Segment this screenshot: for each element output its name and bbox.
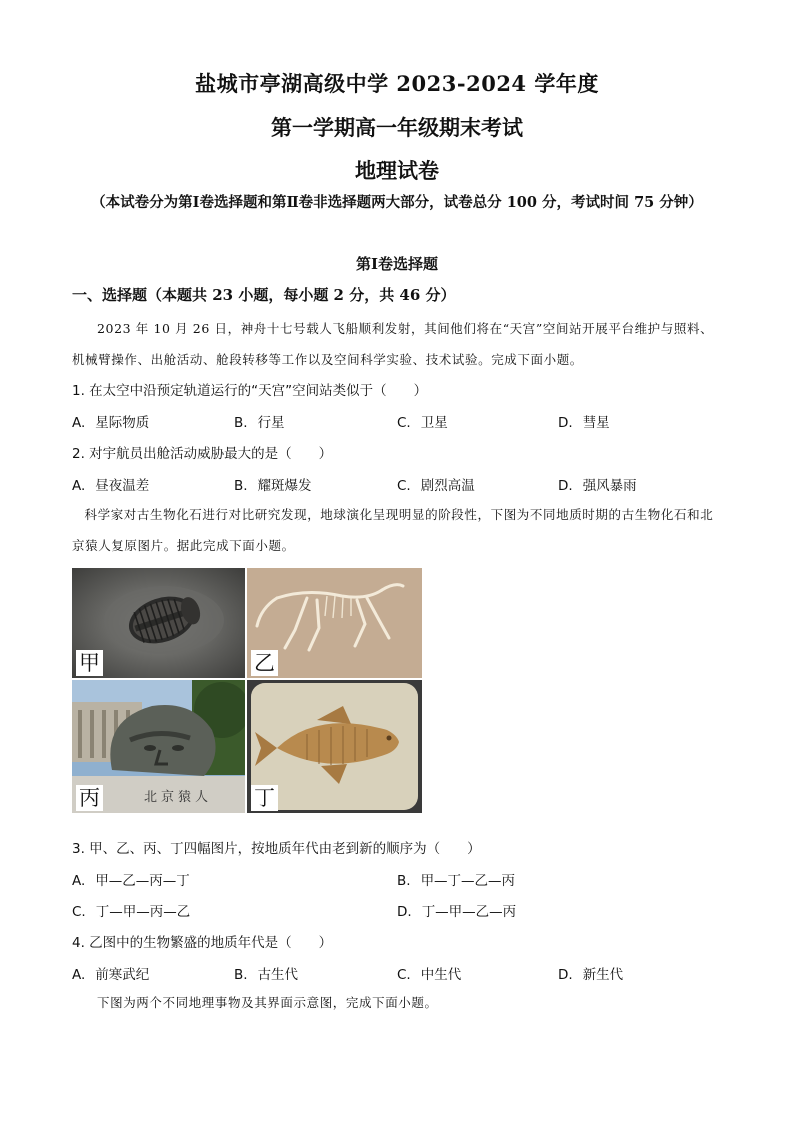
option-text: 甲—乙—丙—丁 [95,873,190,889]
fish-fossil-image [247,680,422,813]
option-label: B. [397,873,411,889]
q3-option-b[interactable] [397,869,515,889]
figure-label-bing: 丙 [76,785,103,811]
exam-subtitle: 第一学期高一年级期末考试 [271,115,523,140]
exam-title: 盐城市亭湖高级中学 2023-2024 学年度 [195,71,599,96]
q3-option-a[interactable] [72,869,190,889]
q2-option-a[interactable] [72,474,149,494]
q4-option-a[interactable] [72,963,149,983]
option-text: 古生代 [257,967,299,983]
option-text: 新生代 [582,967,624,983]
option-label: C. [72,904,86,920]
option-text: 甲—丁—乙—丙 [420,873,516,889]
option-label: D. [558,967,573,983]
option-text: 彗星 [582,415,610,431]
option-label: C. [397,478,411,494]
statue-plaque-text: 北京猿人 [144,790,213,805]
option-text: 卫星 [420,415,448,431]
part-title: 第Ⅰ卷选择题 [355,255,439,273]
q2-option-b[interactable] [234,474,312,494]
option-label: D. [558,415,573,431]
question-2-stem: 2. 对宇航员出舱活动威胁最大的是（ ） [72,446,333,462]
q4-option-b[interactable] [234,963,298,983]
q1-option-a[interactable] [72,411,149,431]
question-1-stem: 1. 在太空中沿预定轨道运行的“天宫”空间站类似于（ ） [72,383,428,399]
figure-label-ding: 丁 [251,785,278,811]
option-text: 丁—甲—丙—乙 [95,904,191,920]
option-label: B. [234,415,248,431]
option-text: 前寒武纪 [95,967,150,983]
question-3-stem: 3. 甲、乙、丙、丁四幅图片，按地质年代由老到新的顺序为（ ） [72,841,481,857]
option-label: D. [558,478,573,494]
option-label: C. [397,967,411,983]
q1-option-d[interactable] [558,411,610,431]
option-label: B. [234,967,248,983]
option-label: D. [397,904,412,920]
option-text: 剧烈高温 [420,478,475,494]
q3-option-d[interactable] [397,900,516,920]
option-label: A. [72,873,86,889]
option-text: 星际物质 [95,415,150,431]
question-4-stem: 4. 乙图中的生物繁盛的地质年代是（ ） [72,935,333,951]
q2-option-c[interactable] [397,474,475,494]
q4-option-d[interactable] [558,963,623,983]
passage-fossils: 科学家对古生物化石进行对比研究发现，地球演化呈现明显的阶段性，下图为不同地质时期的古生物化石和北京猿人复原图片。据此完成下面小题。 [72,507,714,553]
option-label: A. [72,967,86,983]
q4-option-c[interactable] [397,963,461,983]
option-text: 耀斑爆发 [257,478,312,494]
option-label: C. [397,415,411,431]
subject-title: 地理试卷 [355,158,439,183]
option-label: A. [72,415,86,431]
exam-instructions: （本试卷分为第Ⅰ卷选择题和第Ⅱ卷非选择题两大部分，试卷总分 100 分，考试时间 75 分钟） [91,194,703,211]
option-text: 丁—甲—乙—丙 [421,904,517,920]
option-text: 行星 [257,415,285,431]
section-heading: 一、选择题（本题共 23 小题，每小题 2 分，共 46 分） [72,286,456,304]
dinosaur-skeleton-fossil-image [247,568,422,678]
q1-option-c[interactable] [397,411,448,431]
peking-man-statue-image [72,680,245,813]
passage-interface: 下图为两个不同地理事物及其界面示意图，完成下面小题。 [97,995,438,1010]
option-text: 昼夜温差 [95,478,150,494]
trilobite-fossil-image [72,568,245,678]
option-label: B. [234,478,248,494]
q1-option-b[interactable] [234,411,285,431]
q2-option-d[interactable] [558,474,637,494]
q3-option-c[interactable] [72,900,190,920]
option-text: 中生代 [420,967,462,983]
passage-shenzhou: 2023 年 10 月 26 日，神舟十七号载人飞船顺利发射，其间他们将在“天宫”空间站开展平台维护与照料、机械臂操作、出舱活动、舱段转移等工作以及空间科学实验、技术试验。完成下面小题。 [72,321,714,367]
figure-label-jia: 甲 [76,650,103,676]
option-label: A. [72,478,86,494]
figure-label-yi: 乙 [251,650,278,676]
option-text: 强风暴雨 [582,478,637,494]
